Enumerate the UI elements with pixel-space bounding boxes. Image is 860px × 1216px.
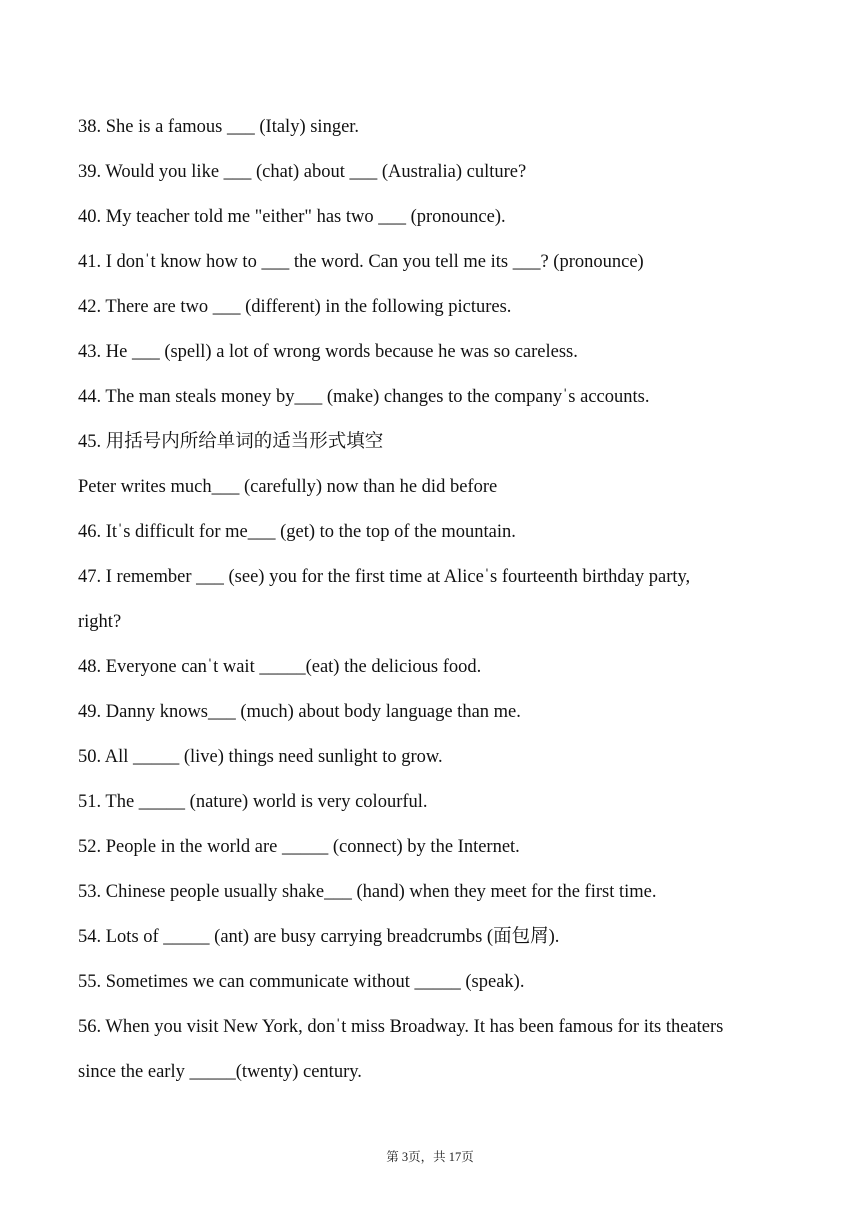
question-41: 41. I donˈt know how to ___ the word. Can you tell me its ___? (pronounce) xyxy=(78,252,644,272)
question-49: 49. Danny knows___ (much) about body language than me. xyxy=(78,702,521,722)
question-56-continued: since the early _____(twenty) century. xyxy=(78,1062,362,1082)
question-55: 55. Sometimes we can communicate without _____ (speak). xyxy=(78,972,525,992)
page-number-footer: 第 3页，共 17页 xyxy=(386,1150,474,1164)
question-50: 50. All _____ (live) things need sunlight to grow. xyxy=(78,747,443,767)
question-47: 47. I remember ___ (see) you for the first time at Aliceˈs fourteenth birthday party, xyxy=(78,567,691,587)
question-44: 44. The man steals money by___ (make) changes to the companyˈs accounts. xyxy=(78,387,650,407)
question-43: 43. He ___ (spell) a lot of wrong words because he was so careless. xyxy=(78,342,578,362)
question-42: 42. There are two ___ (different) in the following pictures. xyxy=(78,297,512,317)
question-39: 39. Would you like ___ (chat) about ___ (Australia) culture? xyxy=(78,162,527,182)
question-47-continued: right? xyxy=(78,612,122,632)
question-56: 56. When you visit New York, donˈt miss Broadway. It has been famous for its theaters xyxy=(78,1017,724,1037)
question-45-instruction: 45. 用括号内所给单词的适当形式填空 xyxy=(78,432,384,452)
question-52: 52. People in the world are _____ (connect) by the Internet. xyxy=(78,837,520,857)
question-53: 53. Chinese people usually shake___ (hand) when they meet for the first time. xyxy=(78,882,657,902)
question-38: 38. She is a famous ___ (Italy) singer. xyxy=(78,117,360,137)
question-45-sentence: Peter writes much___ (carefully) now than he did before xyxy=(78,477,498,497)
question-40: 40. My teacher told me "either" has two ___ (pronounce). xyxy=(78,207,506,227)
question-54: 54. Lots of _____ (ant) are busy carrying breadcrumbs (面包屑). xyxy=(78,927,560,947)
question-51: 51. The _____ (nature) world is very colourful. xyxy=(78,792,428,812)
question-48: 48. Everyone canˈt wait _____(eat) the delicious food. xyxy=(78,657,482,677)
question-46: 46. Itˈs difficult for me___ (get) to the top of the mountain. xyxy=(78,522,516,542)
